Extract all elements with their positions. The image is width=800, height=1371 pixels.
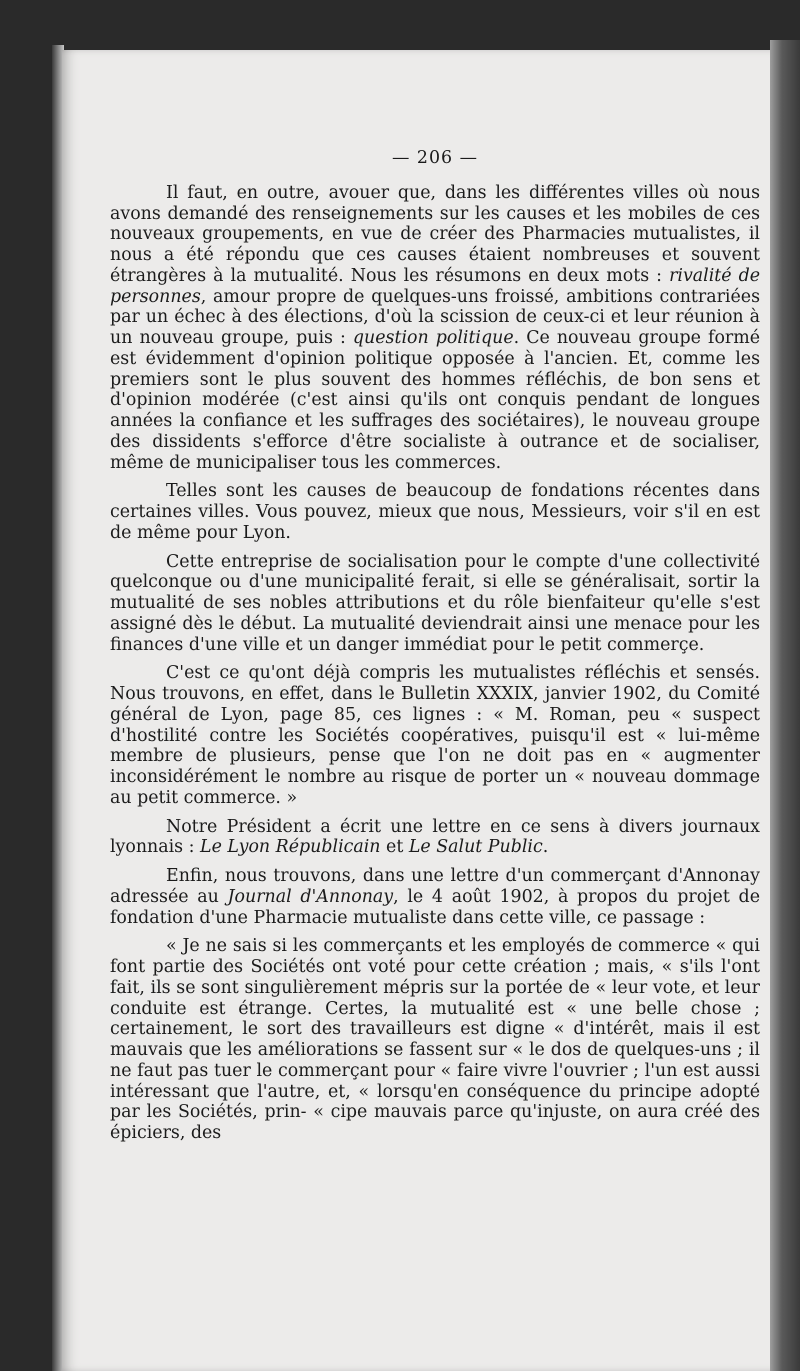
- italic-title: Journal d'Annonay: [227, 886, 394, 907]
- page-number: — 206 —: [391, 148, 479, 168]
- paragraph-2: Telles sont les causes de beaucoup de fondations récentes dans certaines villes. Vous pouvez, mieux que nous, Messieurs, voir s'il en est de même pour Lyon.: [110, 481, 760, 543]
- paragraph-4: C'est ce qu'ont déjà compris les mutualistes réfléchis et sensés. Nous trouvons, en effet, dans le Bulletin XXXIX, janvier 1902, du Comité général de Lyon, page 85, ces lignes : « M. Roman, peu « suspect d'hostilité contre les Sociétés coopératives, puisqu'il est « lui-même membre de plusieurs, pense que l'on ne doit pas en « augmenter inconsidérément le nombre au risque de porter un « nouveau dommage au petit commerce. »: [110, 663, 760, 808]
- paragraph-5: Notre Président a écrit une lettre en ce sens à divers journaux lyonnais : Le Lyon Républicain et Le Salut Public.: [110, 816, 760, 858]
- italic-title: Le Lyon Républicain: [200, 837, 381, 858]
- italic-phrase: rivalité de personnes: [110, 265, 760, 307]
- italic-phrase: question politique: [352, 328, 514, 348]
- italic-title: Le Salut Public: [408, 837, 543, 858]
- quotation: « Je ne sais si les commerçants et les employés de commerce « qui font partie des Sociétés ont voté pour cette création ; mais, « s'ils l'ont fait, ils se sont singulièrement mépris sur la portée de « leur vote, et leur conduite est étrange. Certes, la mutualité est « une belle chose ; certainement, le sort des travailleurs est digne « d'intérêt, mais il est mauvais que les améliorations se fassent sur « le dos de quelques-uns ; il ne faut pas tuer le commerçant pour « faire vivre l'ouvrier ; l'un est aussi intéressant que l'autre, et, « lorsqu'en conséquence du principe adopté par les Sociétés, prin- « cipe mauvais parce qu'injuste, on aura créé des épiciers, des: [110, 936, 760, 1143]
- page-text: [110, 148, 760, 1144]
- paragraph-1: Il faut, en outre, avouer que, dans les différentes villes où nous avons demandé des renseignements sur les causes et les mobiles de ces nouveaux groupements, en vue de créer des Pharmacies mutualistes, il nous a été répondu que ces causes étaient nombreuses et souvent étrangères à la mutualité. Nous les résumons en deux mots : rivalité de personnes, amour propre de quelques-uns froissé, ambitions contrariées par un échec à des élections, d'où la scission de ceux-ci et leur réunion à un nouveau groupe, puis : question politique. Ce nouveau groupe formé est évidemment d'opinion politique opposée à l'ancien. Et, comme les premiers sont le plus souvent des hommes réfléchis, de bon sens et d'opinion modérée (c'est ainsi qu'ils ont conquis pendant de longues années la confiance et les suffrages des sociétaires), le nouveau groupe des dissidents s'efforce d'être socialiste à outrance et de socialiser, même de municipaliser tous les commerces.: [110, 182, 761, 473]
- paragraph-3: Cette entreprise de socialisation pour le compte d'une collectivité quelconque ou d'une municipalité ferait, si elle se généralisait, sortir la mutualité de ses nobles attributions et du rôle bienfaiteur qu'elle s'est assigné dès le début. La mutualité deviendrait ainsi une menace pour les finances d'une ville et un danger immédiat pour le petit commerçe.: [110, 551, 760, 655]
- paragraph-6: Enfin, nous trouvons, dans une lettre d'un commerçant d'Annonay adressée au Journal d'Annonay, le 4 août 1902, à propos du projet de fondation d'une Pharmacie mutualiste dans cette ville, ce passage :: [110, 866, 760, 928]
- book-spine: [770, 40, 800, 1371]
